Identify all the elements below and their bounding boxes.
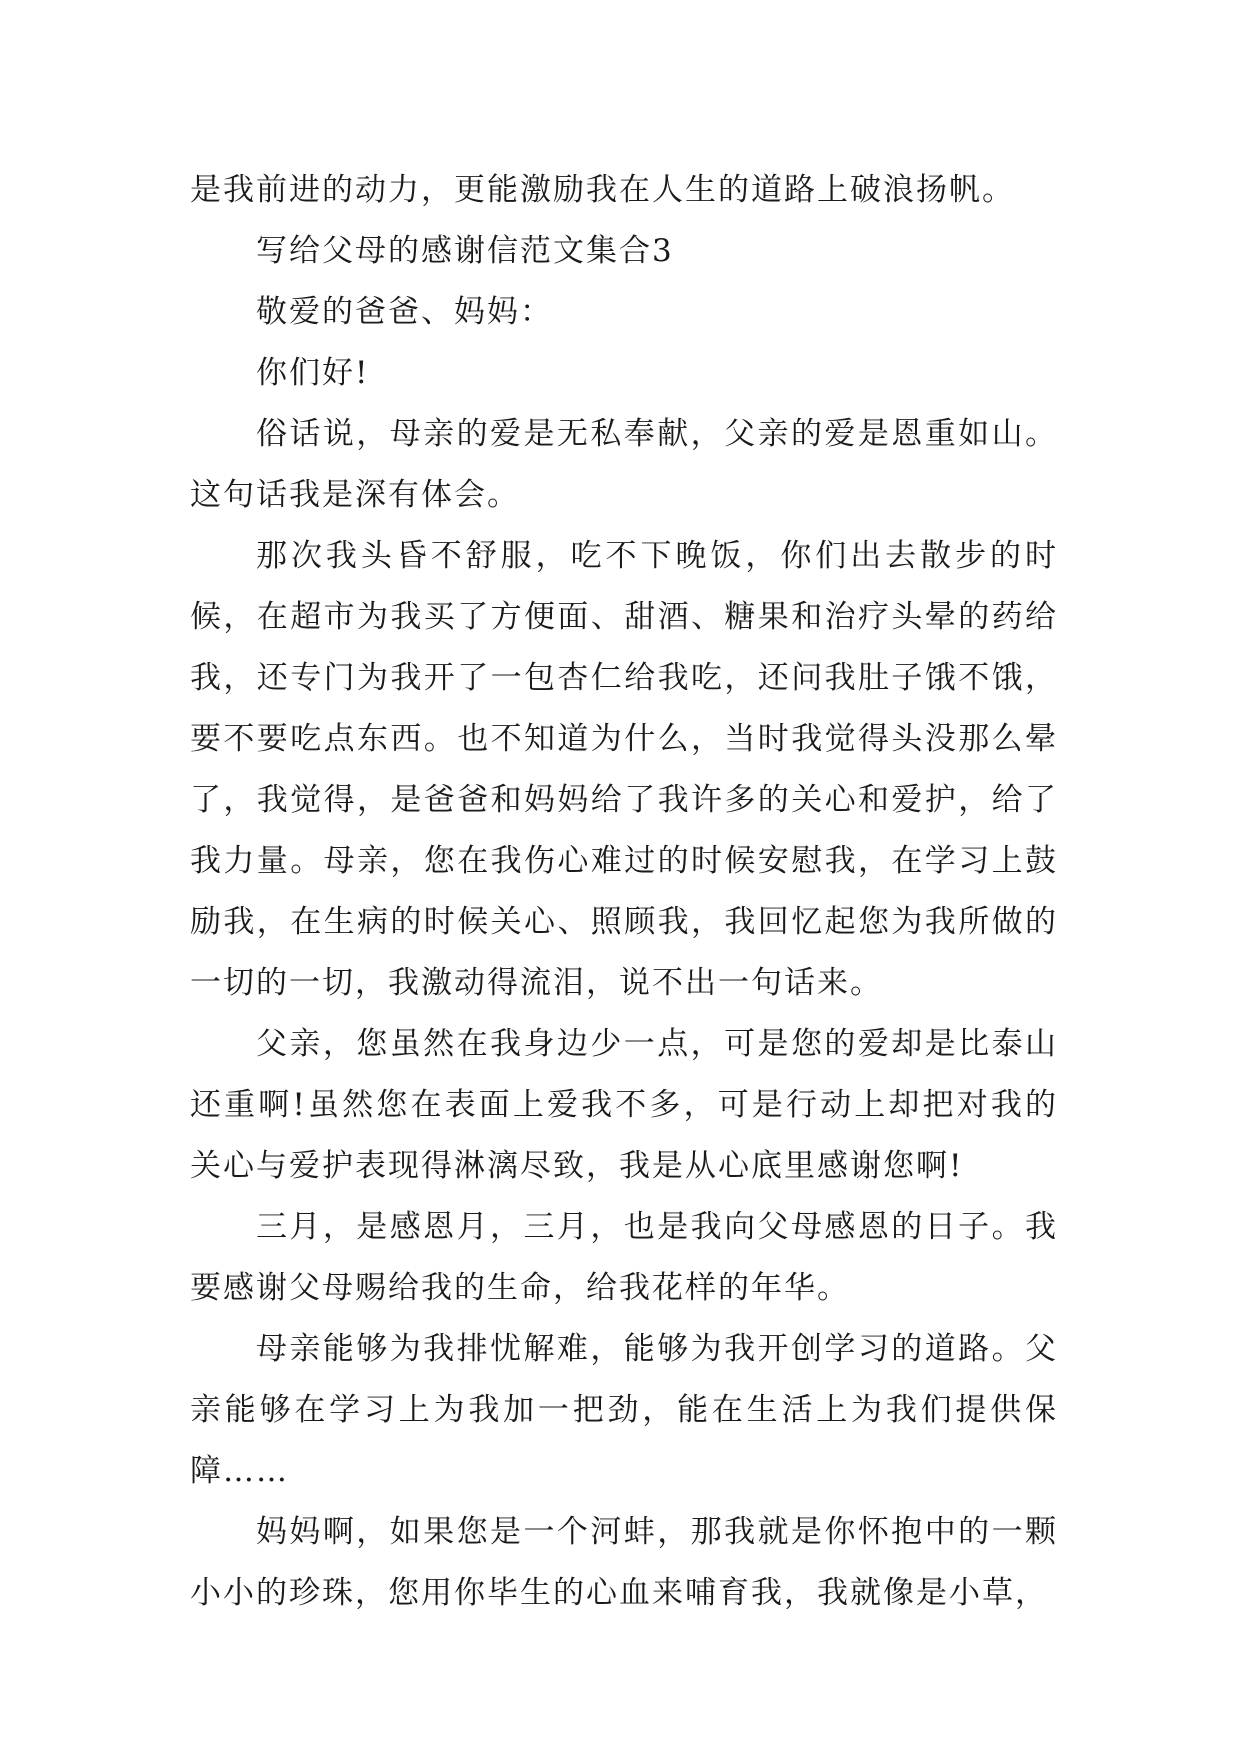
paragraph: 妈妈啊，如果您是一个河蚌，那我就是你怀抱中的一颗小小的珍珠，您用你毕生的心血来哺育我，我就像是小草， [190,1514,1058,1611]
section-heading: 写给父母的感谢信范文集合3 [256,233,674,269]
paragraph: 那次我头昏不舒服，吃不下晚饭，你们出去散步的时候，在超市为我买了方便面、甜酒、糖果和治疗头晕的药给我，还专门为我开了一包杏仁给我吃，还问我肚子饿不饿，要不要吃点东西。也不知道为什么，当时我觉得头没那么晕了，我觉得，是爸爸和妈妈给了我许多的关心和爱护，给了我力量。母亲，您在我伤心难过的时候安慰我，在学习上鼓励我，在生病的时候关心、照顾我，我回忆起您为我所做的一切的一切，我激动得流泪，说不出一句话来。 [190,538,1058,1001]
document-body [190,160,1058,1624]
paragraph-continuation: 是我前进的动力，更能激励我在人生的道路上破浪扬帆。 [190,172,1015,208]
paragraph: 父亲，您虽然在我身边少一点，可是您的爱却是比泰山还重啊!虽然您在表面上爱我不多，可是行动上却把对我的关心与爱护表现得淋漓尽致，我是从心底里感谢您啊! [190,1026,1058,1184]
paragraph: 俗话说，母亲的爱是无私奉献，父亲的爱是恩重如山。这句话我是深有体会。 [190,416,1058,513]
paragraph: 母亲能够为我排忧解难，能够为我开创学习的道路。父亲能够在学习上为我加一把劲，能在生活上为我们提供保障…… [190,1331,1058,1489]
letter-salutation: 敬爱的爸爸、妈妈： [256,294,553,330]
letter-greeting: 你们好! [256,355,370,391]
paragraph: 三月，是感恩月，三月，也是我向父母感恩的日子。我要感谢父母赐给我的生命，给我花样的年华。 [190,1209,1058,1306]
